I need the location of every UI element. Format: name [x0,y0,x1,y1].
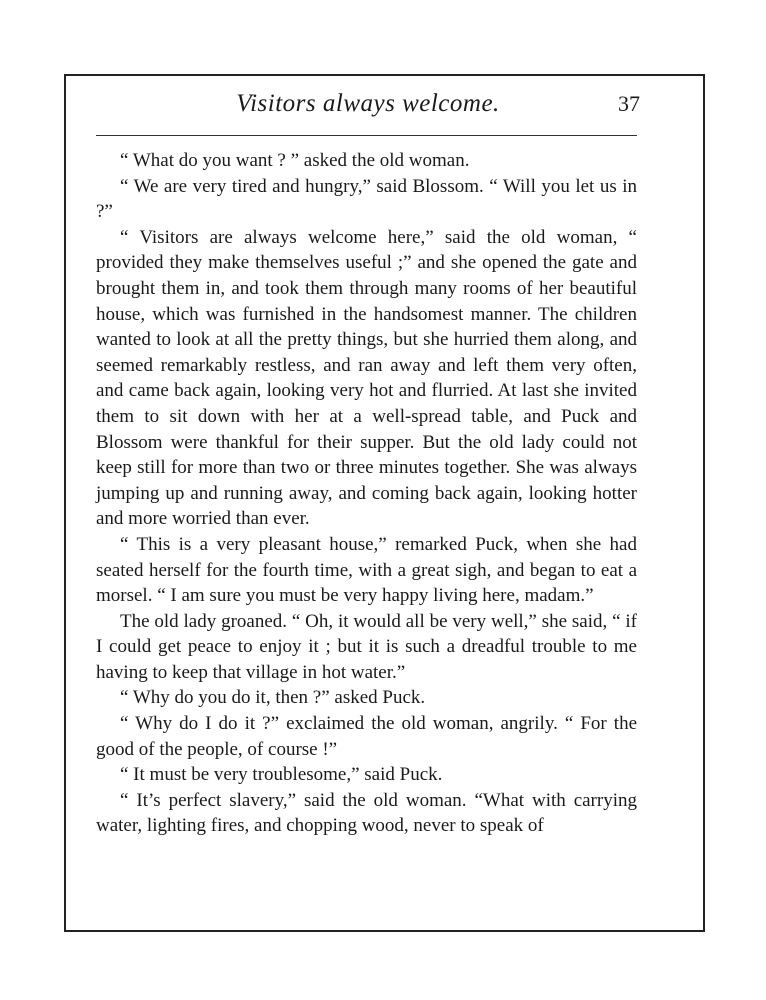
paragraph: “ This is a very pleasant house,” remarked Puck, when she had seated herself for the fourth time, with a great sigh, and began to eat a morsel. “ I am sure you must be very happy living here, madam.” [96,533,637,607]
paragraph: The old lady groaned. “ Oh, it would all be very well,” she said, “ if I could get peace to enjoy it ; but it is such a dreadful trouble to me having to keep that village in hot water.” [96,610,637,683]
running-head: Visitors always welcome. [236,90,500,117]
paragraph: “ Why do I do it ?” exclaimed the old woman, angrily. “ For the good of the people, of course !” [96,713,637,760]
header-rule [96,135,637,136]
paragraph: “ Visitors are always welcome here,” said the old woman, “ provided they make themselves useful ;” and she opened the gate and brought them in, and took them through many rooms of her beautiful house, which was furnished in the handsomest manner. The children wanted to look at all the pretty things, but she hurried them along, and seemed remarkably restless, and ran away and left them very often, and came back again, looking very hot and flurried. At last she invited them to sit down with her at a well-spread table, and Puck and Blossom were thankful for their supper. But the old lady could not keep still for more than two or three minutes together. She was always jumping up and running away, and coming back again, looking hotter and more worried than ever. [96,226,637,530]
paragraph: “ It must be very troublesome,” said Puck. [120,764,443,786]
paragraph: “ It’s perfect slavery,” said the old woman. “What with carrying water, lighting fires, and chopping wood, never to speak of [96,789,637,837]
page-header [96,90,640,126]
page-number: 37 [618,91,640,116]
paragraph: “ What do you want ? ” asked the old woman. [120,150,470,171]
paragraph: “ We are very tired and hungry,” said Blossom. “ Will you let us in ?” [96,175,637,223]
paragraph: “ Why do you do it, then ?” asked Puck. [120,687,426,709]
body-text [96,148,637,839]
